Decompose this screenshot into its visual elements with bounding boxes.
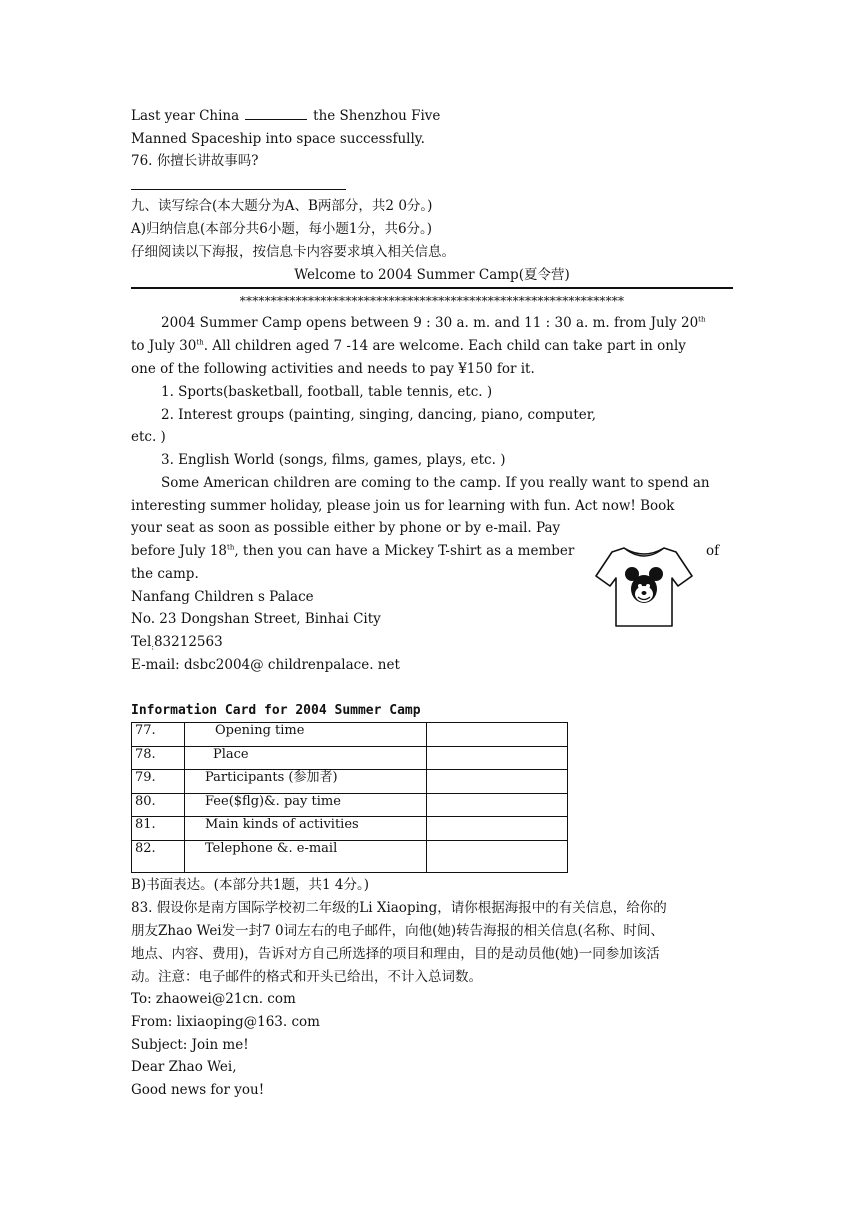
mickey-tshirt-icon: [594, 542, 694, 630]
poster-title: Welcome to 2004 Summer Camp(夏令营): [294, 267, 570, 283]
table-row: [132, 817, 568, 841]
poster-sup: th: [698, 315, 706, 324]
row-number: 77.: [132, 723, 185, 747]
table-row: [132, 746, 568, 770]
poster-address-2: No. 23 Dongshan Street, Binhai City: [131, 611, 381, 627]
row-label: Fee($flg)&. pay time: [185, 793, 427, 817]
poster-rule: [131, 287, 733, 289]
info-card-title: Information Card for 2004 Summer Camp: [131, 703, 421, 718]
poster-p2-line3: your seat as soon as possible either by phone or by e-mail. Pay: [131, 520, 561, 536]
answer-cell[interactable]: [427, 746, 568, 770]
poster-item-2-cont: etc. ): [131, 429, 166, 445]
email-from: From: lixiaoping@163. com: [131, 1014, 320, 1030]
poster-sup: th: [196, 338, 204, 347]
table-row: [132, 840, 568, 872]
poster-item-1: 1. Sports(basketball, football, table tennis, etc. ): [161, 384, 493, 400]
partA-instruction: 仔细阅读以下海报，按信息卡内容要求填入相关信息。: [131, 244, 455, 260]
poster-p1-text: 2004 Summer Camp opens between 9 : 30 a. m. and 11 : 30 a. m. from July 20: [161, 315, 699, 331]
answer-cell[interactable]: [427, 840, 568, 872]
info-card-table: [131, 722, 568, 873]
poster-item-2: 2. Interest groups (painting, singing, dancing, piano, computer,: [161, 407, 597, 423]
section9-heading: 九、读写综合(本大题分为A、B两部分，共2 0分。): [131, 198, 433, 214]
row-label: Place: [185, 746, 427, 770]
poster-p1-text: . All children aged 7 -14 are welcome. Each child can take part in only: [203, 338, 686, 354]
poster-p1-line3: one of the following activities and needs to pay ¥150 for it.: [131, 361, 535, 377]
poster-item-3: 3. English World (songs, films, games, plays, etc. ): [161, 452, 506, 468]
poster-p2-text: before July 18: [131, 543, 228, 559]
email-subject: Subject: Join me!: [131, 1037, 249, 1053]
row-number: 82.: [132, 840, 185, 872]
poster-p1-text: to July 30: [131, 338, 197, 354]
q75-line1: [131, 107, 440, 125]
q75-text-after: the Shenzhou Five: [313, 108, 441, 124]
tel-number: 83212563: [153, 634, 223, 650]
q76-question: 76. 你擅长讲故事吗?: [131, 153, 259, 169]
answer-cell[interactable]: [427, 723, 568, 747]
row-label: Telephone &. e-mail: [185, 840, 427, 872]
answer-cell[interactable]: [427, 817, 568, 841]
poster-address-1: Nanfang Children s Palace: [131, 589, 314, 605]
poster-p2-line1: Some American children are coming to the camp. If you really want to spend an: [161, 475, 710, 491]
row-label: Opening time: [185, 723, 427, 747]
poster-telephone: [131, 633, 223, 657]
row-label: Participants (参加者): [185, 770, 427, 794]
tel-separator: :: [151, 642, 154, 652]
poster-stars: **************************************************************: [239, 294, 625, 308]
poster-p1-line1: [131, 314, 733, 332]
q75-text-before: Last year China: [131, 108, 240, 124]
row-number: 79.: [132, 770, 185, 794]
poster-p2-line5: the camp.: [131, 566, 199, 582]
partB-heading: B)书面表达。(本部分共1题，共1 4分。): [131, 877, 370, 893]
answer-blank[interactable]: [245, 107, 307, 120]
email-to: To: zhaowei@21cn. com: [131, 991, 296, 1007]
poster-p2-line2: interesting summer holiday, please join us for learning with fun. Act now! Book: [131, 498, 675, 514]
table-row: [132, 723, 568, 747]
poster-sup: th: [227, 543, 235, 552]
row-label: Main kinds of activities: [185, 817, 427, 841]
row-number: 78.: [132, 746, 185, 770]
q83-line3: 地点、内容、费用)，告诉对方自己所选择的项目和理由，目的是动员他(她)一同参加该活: [131, 946, 660, 962]
poster-p1-line2: [131, 337, 686, 355]
q75-line2: Manned Spaceship into space successfully.: [131, 131, 425, 147]
q83-line1: 83. 假设你是南方国际学校初二年级的Li Xiaoping，请你根据海报中的有关信息，给你的: [131, 900, 667, 916]
poster-email: E-mail: dsbc2004@ childrenpalace. net: [131, 657, 400, 673]
table-row: [132, 770, 568, 794]
q83-line4: 动。注意：电子邮件的格式和开头已给出，不计入总词数。: [131, 969, 482, 985]
row-number: 80.: [132, 793, 185, 817]
poster-p2-line4: [131, 542, 574, 560]
q83-line2: 朋友Zhao Wei发一封7 0词左右的电子邮件，向他(她)转告海报的相关信息(名称、时间、: [131, 923, 664, 939]
email-opening: Good news for you!: [131, 1082, 265, 1098]
row-number: 81.: [132, 817, 185, 841]
table-row: [132, 793, 568, 817]
poster-p2-text: , then you can have a Mickey T-shirt as a member: [234, 543, 575, 559]
partA-heading: A)归纳信息(本部分共6小题，每小题1分，共6分。): [131, 221, 433, 237]
poster-p2-of: of: [706, 543, 720, 559]
tel-label: Tel: [131, 634, 152, 650]
email-greeting: Dear Zhao Wei,: [131, 1059, 237, 1075]
answer-cell[interactable]: [427, 793, 568, 817]
answer-cell[interactable]: [427, 770, 568, 794]
q76-answer-line[interactable]: [131, 189, 346, 190]
